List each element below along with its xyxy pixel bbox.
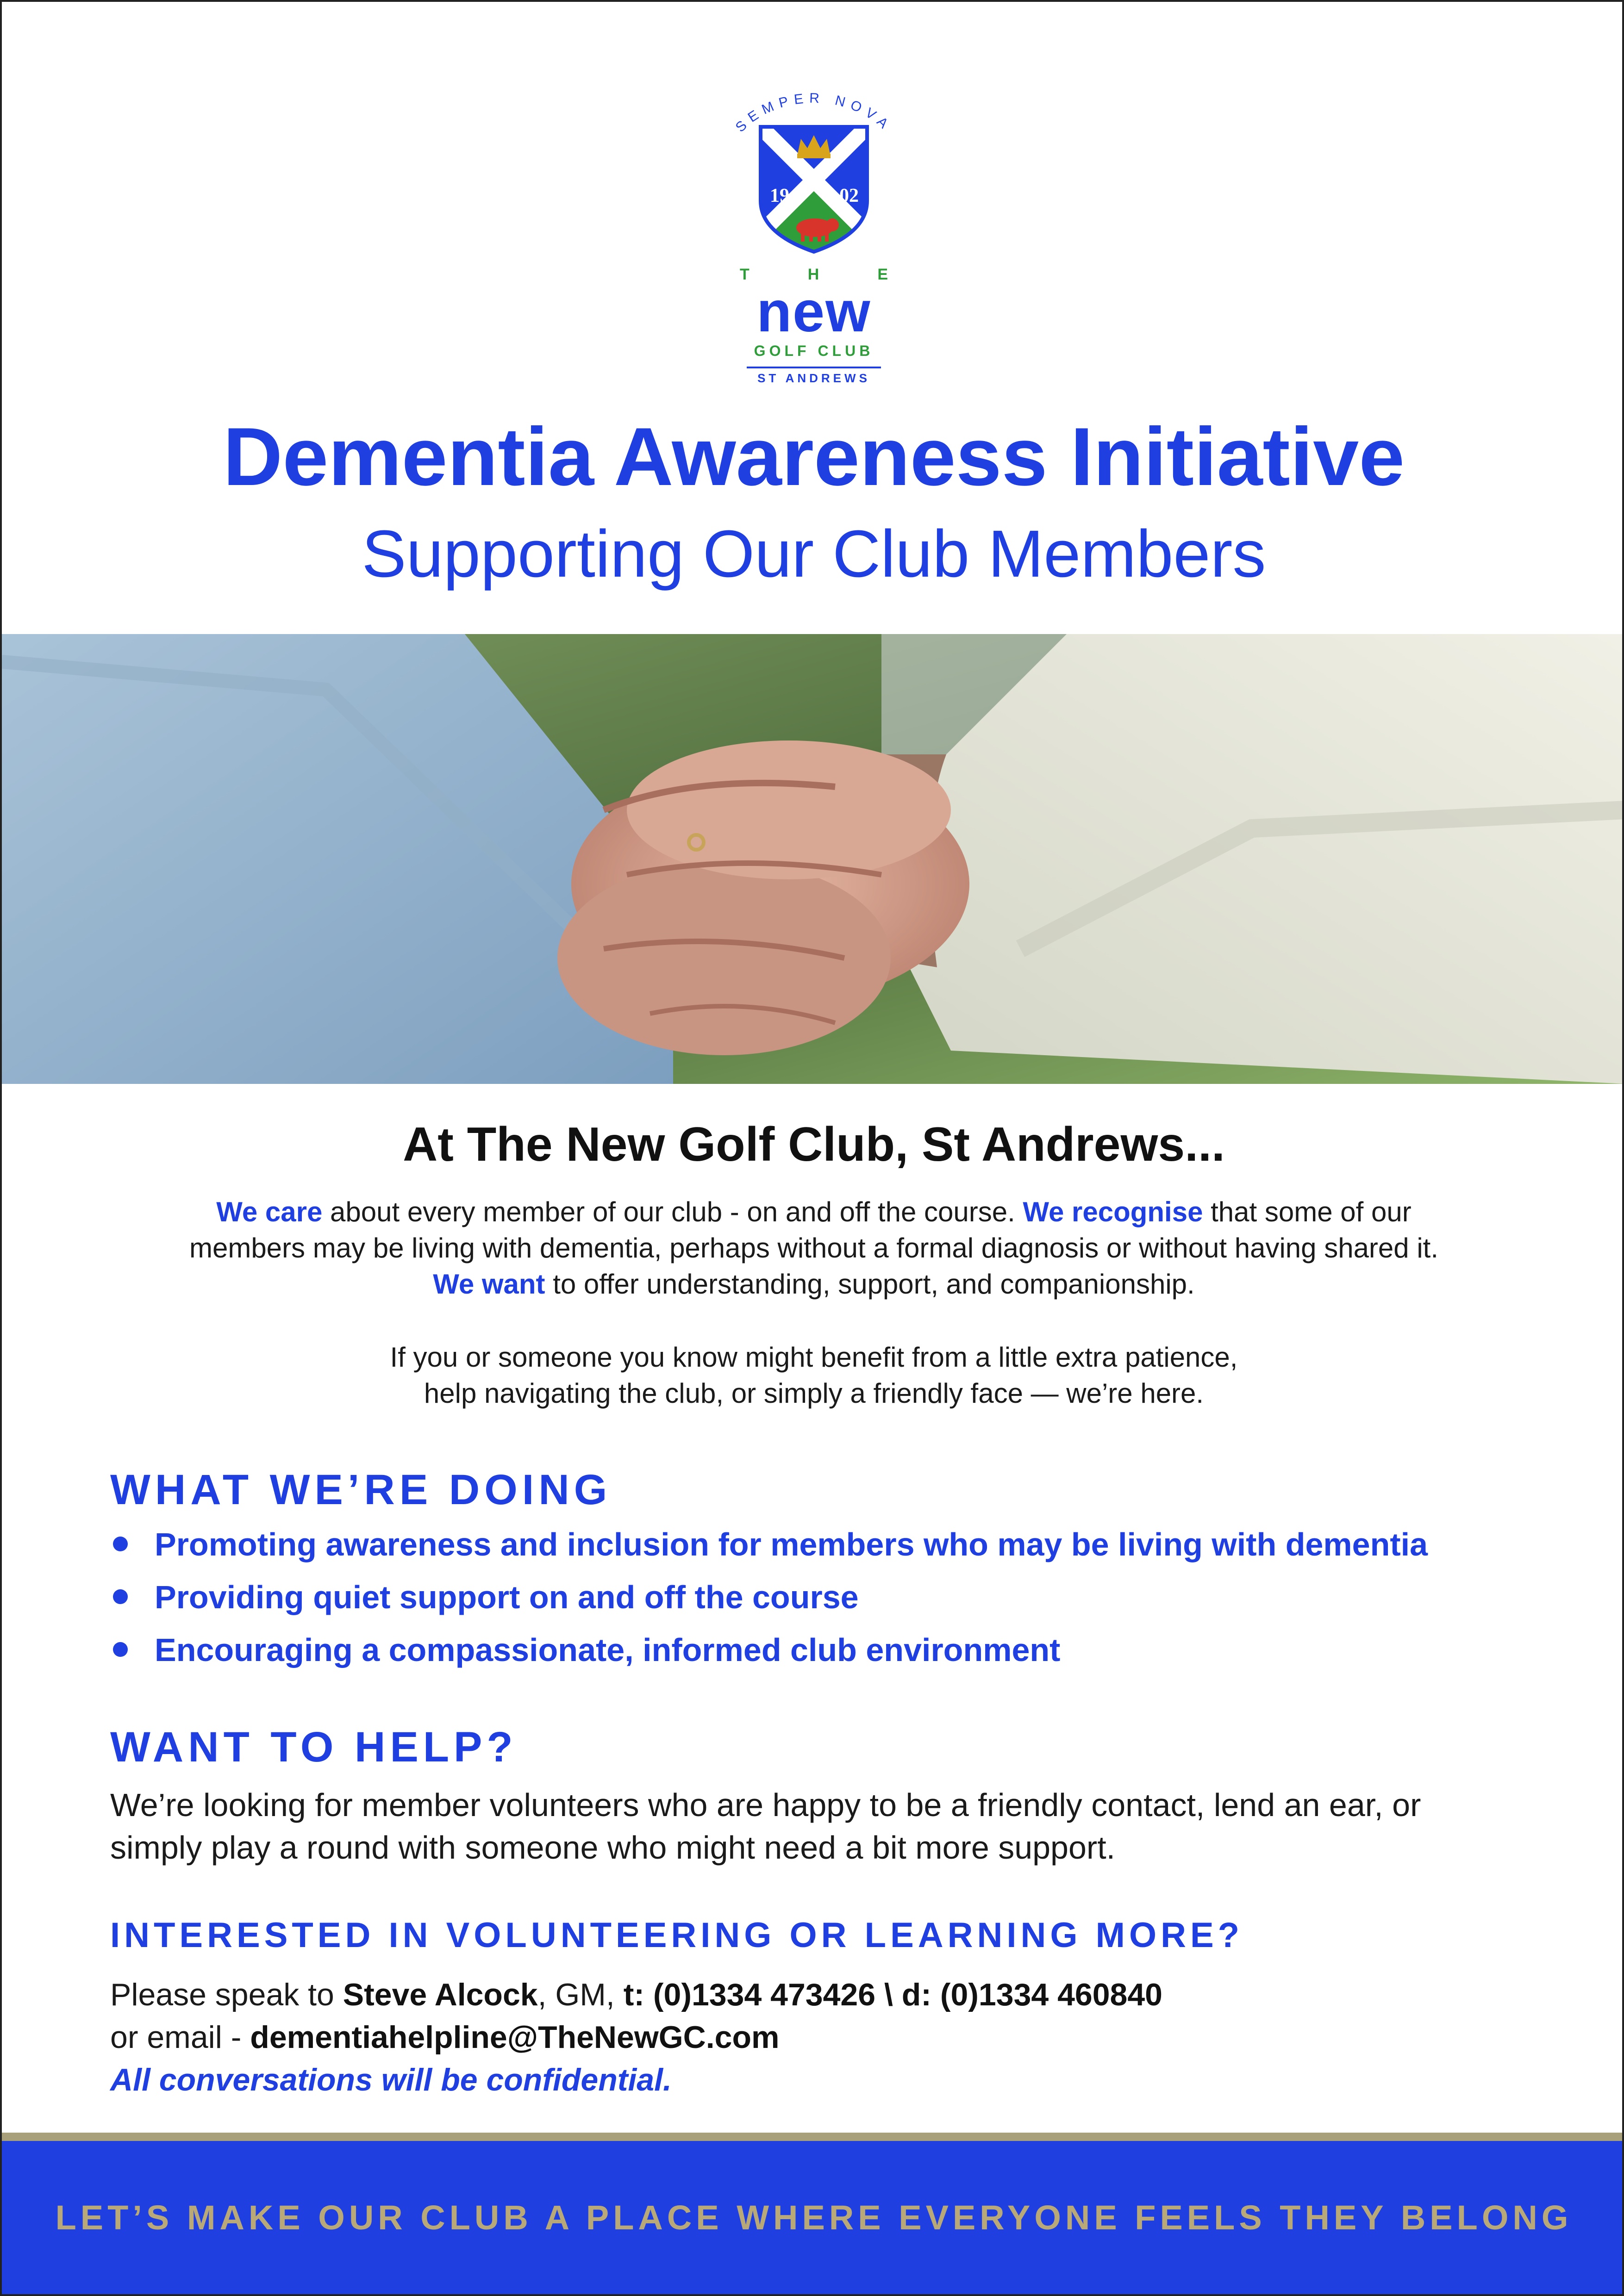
logo-golf-club: GOLF CLUB	[754, 342, 874, 359]
intro-heading: At The New Golf Club, St Andrews...	[403, 1118, 1225, 1171]
intro-paragraph: We care about every member of our club - on and off the course. We recognise that some of our members may be living with dementia, perhaps without a formal diagnosis or without having shared it. We want to offer understanding, support, and companionship.	[189, 1196, 1438, 1300]
club-logo	[698, 81, 930, 386]
section-heading-volunteer: INTERESTED IN VOLUNTEERING OR LEARNING MORE?	[110, 1916, 1244, 1955]
page-title: Dementia Awareness Initiative	[223, 411, 1405, 503]
list-item: Promoting awareness and inclusion for members who may be living with dementia	[110, 1524, 1545, 1564]
club-crest-icon	[698, 81, 930, 275]
stacked-hands-photo-icon	[2, 634, 1624, 1084]
logo-divider	[747, 367, 881, 368]
contact-line-2: or email - dementiahelpline@TheNewGC.com	[110, 2020, 780, 2055]
footer-slogan: LET’S MAKE OUR CLUB A PLACE WHERE EVERYONE FEELS THEY BELONG	[55, 2198, 1573, 2237]
doing-list	[110, 1524, 1545, 1683]
page-subtitle: Supporting Our Club Members	[362, 516, 1266, 591]
section-heading-doing: WHAT WE’RE DOING	[110, 1466, 612, 1513]
logo-location: ST ANDREWS	[757, 371, 870, 385]
contact-line-1: Please speak to Steve Alcock, GM, t: (0)1334 473426 \ d: (0)1334 460840	[110, 1977, 1163, 2012]
logo-year-left: 19	[770, 185, 789, 206]
bullet-dot-icon	[113, 1642, 128, 1657]
bullet-dot-icon	[113, 1589, 128, 1604]
logo-the: T H E	[740, 266, 888, 283]
stacked-hands-photo	[2, 634, 1624, 1084]
confidential-note: All conversations will be confidential.	[110, 2062, 672, 2097]
list-item: Encouraging a compassionate, informed club environment	[110, 1630, 1545, 1670]
contact-email-link[interactable]: dementiahelpline@TheNewGC.com	[250, 2020, 780, 2055]
section-heading-help: WANT TO HELP?	[110, 1724, 518, 1771]
intro-paragraph-2: If you or someone you know might benefit from a little extra patience, help navigating the club, or simply a friendly face — we’re here.	[390, 1342, 1238, 1409]
logo-year-right: 02	[839, 185, 859, 206]
footer-divider	[2, 2133, 1624, 2141]
contact-block	[110, 1973, 1545, 2101]
footer-banner	[2, 2141, 1624, 2296]
list-item: Providing quiet support on and off the course	[110, 1577, 1545, 1617]
help-paragraph: We’re looking for member volunteers who are happy to be a friendly contact, lend an ear, or simply play a round with someone who might need a bit more support.	[110, 1787, 1421, 1866]
contact-name: Steve Alcock	[343, 1977, 538, 2012]
logo-motto: SEMPER NOVA	[732, 90, 895, 136]
logo-name: new	[756, 280, 871, 344]
contact-phone[interactable]: t: (0)1334 473426 \ d: (0)1334 460840	[623, 1977, 1163, 2012]
bullet-dot-icon	[113, 1537, 128, 1551]
